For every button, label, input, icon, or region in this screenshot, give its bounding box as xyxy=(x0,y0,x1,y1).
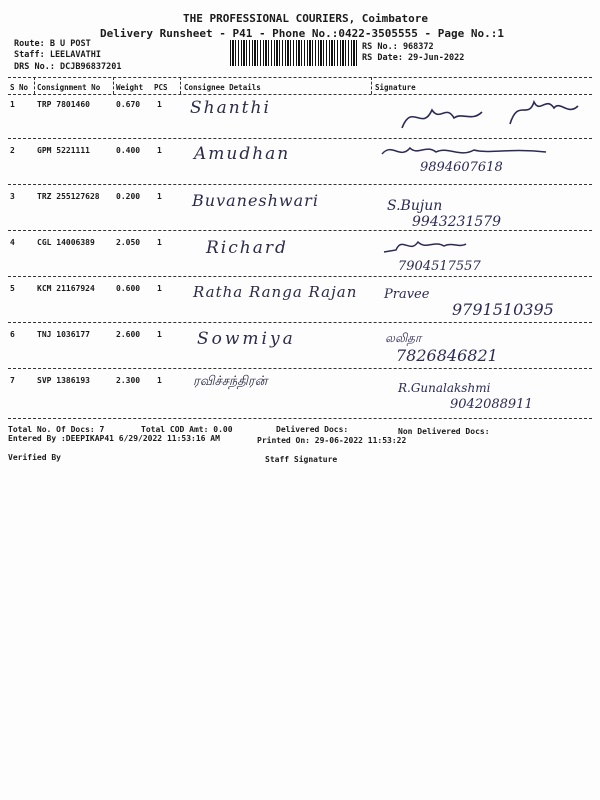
row-sno: 6 xyxy=(10,330,15,339)
row-weight: 2.600 xyxy=(116,330,141,339)
row-consignment: GPM 5221111 xyxy=(37,146,90,155)
divider xyxy=(8,322,592,323)
signature-phone: 7826846821 xyxy=(396,346,498,365)
divider xyxy=(8,230,592,231)
signature-name: R.Gunalakshmi xyxy=(398,381,491,395)
non-delivered-docs: Non Delivered Docs: xyxy=(398,427,490,436)
row-weight: 2.300 xyxy=(116,376,141,385)
row-consignment: CGL 14006389 xyxy=(37,238,95,247)
drs-number: DRS No.: DCJB96837201 xyxy=(14,62,122,72)
row-weight: 0.200 xyxy=(116,192,141,201)
column-separator xyxy=(180,77,181,94)
divider xyxy=(8,418,592,419)
header-sno: S No xyxy=(10,83,29,92)
divider xyxy=(8,138,592,139)
staff-label: Staff: LEELAVATHI xyxy=(14,50,101,60)
row-weight: 0.670 xyxy=(116,100,141,109)
header-weight: Weight xyxy=(116,83,144,92)
row-pcs: 1 xyxy=(157,238,162,247)
row-consignee: Buvaneshwari xyxy=(192,191,319,210)
route-label: Route: B U POST xyxy=(14,39,91,49)
column-separator xyxy=(34,77,35,94)
row-sno: 3 xyxy=(10,192,15,201)
row-pcs: 1 xyxy=(157,376,162,385)
row-consignment: KCM 21167924 xyxy=(37,284,95,293)
header-signature: Signature xyxy=(375,83,416,92)
signature-name: Pravee xyxy=(384,287,430,302)
staff-signature: Staff Signature xyxy=(265,455,338,464)
row-consignment: TRP 7801460 xyxy=(37,100,90,109)
row-sno: 1 xyxy=(10,100,15,109)
divider xyxy=(8,77,592,78)
row-consignee: Amudhan xyxy=(194,144,291,164)
divider xyxy=(8,184,592,185)
row-consignee: ரவிச்சந்திரன் xyxy=(193,374,268,389)
header-consignment: Consignment No xyxy=(37,83,101,92)
row-pcs: 1 xyxy=(157,192,162,201)
header-consignee: Consignee Details xyxy=(184,83,261,92)
row-consignment: SVP 1386193 xyxy=(37,376,90,385)
row-weight: 2.050 xyxy=(116,238,141,247)
barcode xyxy=(230,40,358,66)
company-title: THE PROFESSIONAL COURIERS, Coimbatore xyxy=(183,12,429,25)
row-sno: 2 xyxy=(10,146,15,155)
row-consignee: Shanthi xyxy=(190,98,271,118)
total-docs: Total No. Of Docs: 7 xyxy=(8,425,105,434)
rs-number: RS No.: 968372 xyxy=(362,42,434,52)
column-separator xyxy=(371,77,372,94)
signature-phone: 7904517557 xyxy=(398,259,481,274)
signature-phone: 9791510395 xyxy=(452,300,554,319)
row-weight: 0.600 xyxy=(116,284,141,293)
row-consignee: Richard xyxy=(206,238,288,258)
entered-by: Entered By :DEEPIKAP41 6/29/2022 11:53:16 AM xyxy=(8,434,220,443)
signature-scribble xyxy=(380,232,470,258)
header-pcs: PCS xyxy=(154,83,168,92)
signature-name: லலிதா xyxy=(385,331,422,345)
divider xyxy=(8,276,592,277)
signature-scribble xyxy=(382,92,592,138)
row-consignment: TRZ 255127628 xyxy=(37,192,100,201)
row-sno: 5 xyxy=(10,284,15,293)
row-pcs: 1 xyxy=(157,284,162,293)
row-consignment: TNJ 1036177 xyxy=(37,330,90,339)
delivered-docs: Delivered Docs: xyxy=(276,425,349,434)
row-weight: 0.400 xyxy=(116,146,141,155)
divider xyxy=(8,368,592,369)
row-consignee: Ratha Ranga Rajan xyxy=(193,283,358,301)
signature-phone: 9943231579 xyxy=(412,214,502,230)
row-consignee: Sowmiya xyxy=(197,329,296,349)
signature-phone: 9894607618 xyxy=(420,160,503,175)
runsheet-title: Delivery Runsheet - P41 - Phone No.:0422-3505555 - Page No.:1 xyxy=(100,27,504,40)
verified-by: Verified By xyxy=(8,453,61,462)
rs-date: RS Date: 29-Jun-2022 xyxy=(362,53,465,63)
total-cod: Total COD Amt: 0.00 xyxy=(141,425,233,434)
row-sno: 7 xyxy=(10,376,15,385)
signature-phone: 9042088911 xyxy=(450,397,533,412)
column-separator xyxy=(113,77,114,94)
printed-on: Printed On: 29-06-2022 11:53:22 xyxy=(257,436,407,445)
signature-name: S.Bujun xyxy=(387,198,443,214)
row-pcs: 1 xyxy=(157,100,162,109)
row-sno: 4 xyxy=(10,238,15,247)
row-pcs: 1 xyxy=(157,146,162,155)
row-pcs: 1 xyxy=(157,330,162,339)
